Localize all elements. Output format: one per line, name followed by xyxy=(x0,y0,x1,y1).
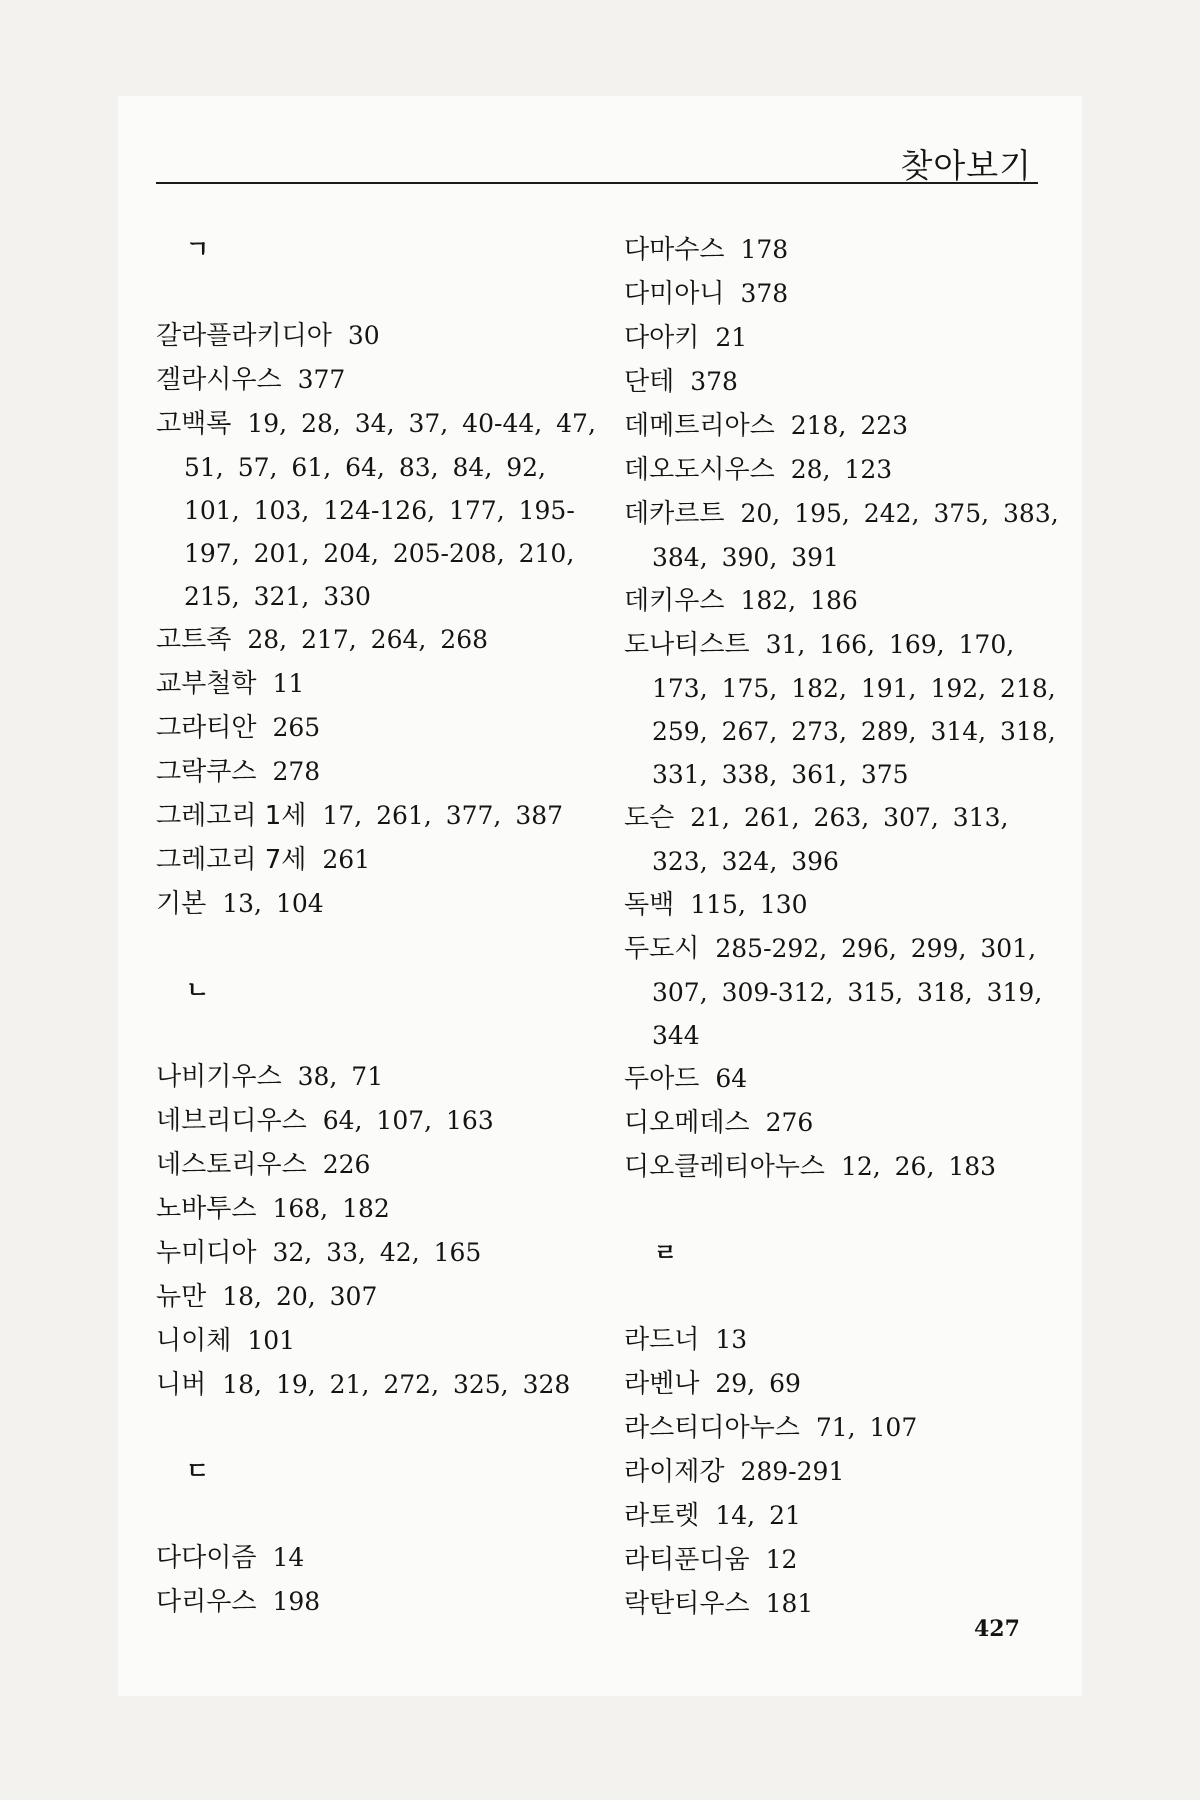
index-term: 라티푼디움 xyxy=(624,1545,750,1575)
section-heading: ㄹ xyxy=(654,1239,678,1267)
index-term: 라이제강 xyxy=(624,1457,725,1487)
index-term: 독백 xyxy=(624,890,675,920)
index-term: 데오도시우스 xyxy=(624,455,775,485)
index-pages: 28, 123 xyxy=(790,455,893,484)
index-term: 니버 xyxy=(156,1370,207,1400)
index-pages: 198 xyxy=(272,1587,321,1616)
index-pages: 14 xyxy=(272,1543,305,1572)
index-entry xyxy=(156,706,596,750)
section-gap xyxy=(156,1493,596,1536)
index-pages: 31, 166, 169, 170, 173, 175, 182, 191, 192, 218, 259, 267, 273, 289, 314, 318, 331, 338, 361, 375 xyxy=(652,630,1056,789)
index-term: 그레고리 1세 xyxy=(156,801,307,831)
index-term: 라스티디아누스 xyxy=(624,1413,800,1443)
index-pages: 178 xyxy=(740,235,789,264)
index-entry xyxy=(156,1055,596,1099)
index-entry xyxy=(156,1536,596,1580)
index-entry xyxy=(156,794,596,838)
index-entry xyxy=(624,1145,1064,1189)
index-entry xyxy=(156,1143,596,1187)
index-term: 나비기우스 xyxy=(156,1062,282,1092)
index-term: 뉴만 xyxy=(156,1282,207,1312)
index-term: 라벤나 xyxy=(624,1369,700,1399)
index-entry xyxy=(156,1580,596,1624)
index-term: 겔라시우스 xyxy=(156,365,282,395)
index-column-right xyxy=(624,228,1064,1626)
index-entry xyxy=(156,662,596,706)
index-entry xyxy=(624,1406,1064,1450)
index-entry xyxy=(624,1494,1064,1538)
index-entry xyxy=(156,1363,596,1407)
index-term: 라드너 xyxy=(624,1325,700,1355)
index-term: 두아드 xyxy=(624,1064,700,1094)
index-pages: 28, 217, 264, 268 xyxy=(247,625,489,654)
page-title: 찾아보기 xyxy=(900,146,1032,185)
index-term: 네브리디우스 xyxy=(156,1106,307,1136)
index-pages: 17, 261, 377, 387 xyxy=(322,801,564,830)
index-pages: 13 xyxy=(715,1325,748,1354)
index-entry xyxy=(156,402,596,618)
index-pages: 168, 182 xyxy=(272,1194,390,1223)
index-pages: 101 xyxy=(247,1326,296,1355)
section-heading: ㄱ xyxy=(186,235,210,263)
index-pages: 276 xyxy=(765,1108,814,1137)
index-pages: 115, 130 xyxy=(690,890,808,919)
index-pages: 12, 26, 183 xyxy=(840,1152,997,1181)
index-pages: 285-292, 296, 299, 301, 307, 309-312, 315, 318, 319, 344 xyxy=(652,934,1043,1050)
section-heading: ㄴ xyxy=(186,976,210,1004)
index-entry xyxy=(624,316,1064,360)
index-term: 누미디아 xyxy=(156,1238,257,1268)
index-pages: 12 xyxy=(765,1545,798,1574)
index-pages: 181 xyxy=(765,1589,814,1618)
index-entry xyxy=(624,448,1064,492)
index-pages: 218, 223 xyxy=(790,411,909,440)
index-pages: 261 xyxy=(322,845,371,874)
index-pages: 11 xyxy=(272,669,305,698)
index-entry xyxy=(624,579,1064,623)
index-entry xyxy=(624,927,1064,1057)
index-pages: 182, 186 xyxy=(740,586,858,615)
section-gap xyxy=(156,926,596,969)
index-term: 데메트리아스 xyxy=(624,411,775,441)
section-gap xyxy=(156,1407,596,1450)
index-pages: 64, 107, 163 xyxy=(322,1106,494,1135)
index-entry xyxy=(156,618,596,662)
index-term: 락탄티우스 xyxy=(624,1589,750,1619)
section-heading: ㄷ xyxy=(186,1457,210,1485)
index-term: 라토렛 xyxy=(624,1501,700,1531)
index-term: 다다이즘 xyxy=(156,1543,257,1573)
index-term: 고트족 xyxy=(156,625,232,655)
index-pages: 19, 28, 34, 37, 40-44, 47, 51, 57, 61, 64, 83, 84, 92, 101, 103, 124-126, 177, 195-197, 201, 204, 205-208, 210, 215, 321, 330 xyxy=(184,409,596,611)
index-term: 고백록 xyxy=(156,409,232,439)
index-pages: 278 xyxy=(272,757,321,786)
index-term: 그락쿠스 xyxy=(156,757,257,787)
index-term: 니이체 xyxy=(156,1326,232,1356)
index-pages: 377 xyxy=(297,365,346,394)
index-pages: 32, 33, 42, 165 xyxy=(272,1238,482,1267)
index-entry xyxy=(624,1057,1064,1101)
index-term: 도나티스트 xyxy=(624,630,750,660)
index-entry xyxy=(624,404,1064,448)
index-entry xyxy=(624,1101,1064,1145)
index-entry xyxy=(624,623,1064,796)
index-term: 노바투스 xyxy=(156,1194,257,1224)
index-entry xyxy=(624,228,1064,272)
index-entry xyxy=(624,1450,1064,1494)
index-entry xyxy=(156,882,596,926)
index-entry xyxy=(156,1231,596,1275)
index-entry xyxy=(156,314,596,358)
index-pages: 378 xyxy=(740,279,789,308)
index-term: 그라티안 xyxy=(156,713,257,743)
index-pages: 20, 195, 242, 375, 383, 384, 390, 391 xyxy=(652,499,1059,572)
section-gap xyxy=(156,1012,596,1055)
index-term: 디오클레티아누스 xyxy=(624,1152,825,1182)
index-entry xyxy=(624,1538,1064,1582)
index-term: 기본 xyxy=(156,889,207,919)
index-pages: 13, 104 xyxy=(222,889,324,918)
index-pages: 64 xyxy=(715,1064,748,1093)
index-term: 다미아니 xyxy=(624,279,725,309)
index-term: 두도시 xyxy=(624,934,700,964)
index-term: 단테 xyxy=(624,367,675,397)
index-pages: 378 xyxy=(690,367,738,396)
index-pages: 21 xyxy=(715,323,748,352)
index-pages: 71, 107 xyxy=(815,1413,918,1442)
index-entry xyxy=(624,796,1064,883)
index-pages: 14, 21 xyxy=(715,1501,801,1530)
index-entry xyxy=(624,1362,1064,1406)
index-pages: 29, 69 xyxy=(715,1369,801,1398)
index-term: 그레고리 7세 xyxy=(156,845,307,875)
index-entry xyxy=(156,1187,596,1231)
index-pages: 38, 71 xyxy=(297,1062,384,1091)
index-pages: 21, 261, 263, 307, 313, 323, 324, 396 xyxy=(652,803,1009,876)
index-entry xyxy=(156,1319,596,1363)
index-entry xyxy=(156,358,596,402)
section-gap xyxy=(624,1275,1064,1318)
page-number: 427 xyxy=(974,1616,1020,1642)
index-term: 갈라플라키디아 xyxy=(156,321,332,351)
index-term: 데카르트 xyxy=(624,499,725,529)
index-entry xyxy=(624,1318,1064,1362)
index-term: 다마수스 xyxy=(624,235,725,265)
index-term: 데키우스 xyxy=(624,586,725,616)
index-column-left xyxy=(156,228,596,1624)
index-entry xyxy=(624,272,1064,316)
index-entry xyxy=(156,1275,596,1319)
section-gap xyxy=(156,271,596,314)
index-term: 교부철학 xyxy=(156,669,257,699)
index-pages: 226 xyxy=(322,1150,371,1179)
index-term: 디오메데스 xyxy=(624,1108,750,1138)
index-entry xyxy=(156,838,596,882)
index-pages: 289-291 xyxy=(740,1457,845,1486)
index-entry xyxy=(624,492,1064,579)
index-entry xyxy=(624,883,1064,927)
index-entry xyxy=(624,360,1064,404)
header-rule xyxy=(156,182,1038,184)
index-entry xyxy=(156,1099,596,1143)
section-gap xyxy=(624,1189,1064,1232)
index-term: 다아키 xyxy=(624,323,700,353)
index-pages: 18, 19, 21, 272, 325, 328 xyxy=(222,1370,571,1399)
index-term: 도슨 xyxy=(624,803,675,833)
index-term: 다리우스 xyxy=(156,1587,257,1617)
index-pages: 30 xyxy=(347,321,380,350)
index-entry xyxy=(156,750,596,794)
index-pages: 265 xyxy=(272,713,321,742)
index-pages: 18, 20, 307 xyxy=(222,1282,378,1311)
index-term: 네스토리우스 xyxy=(156,1150,307,1180)
